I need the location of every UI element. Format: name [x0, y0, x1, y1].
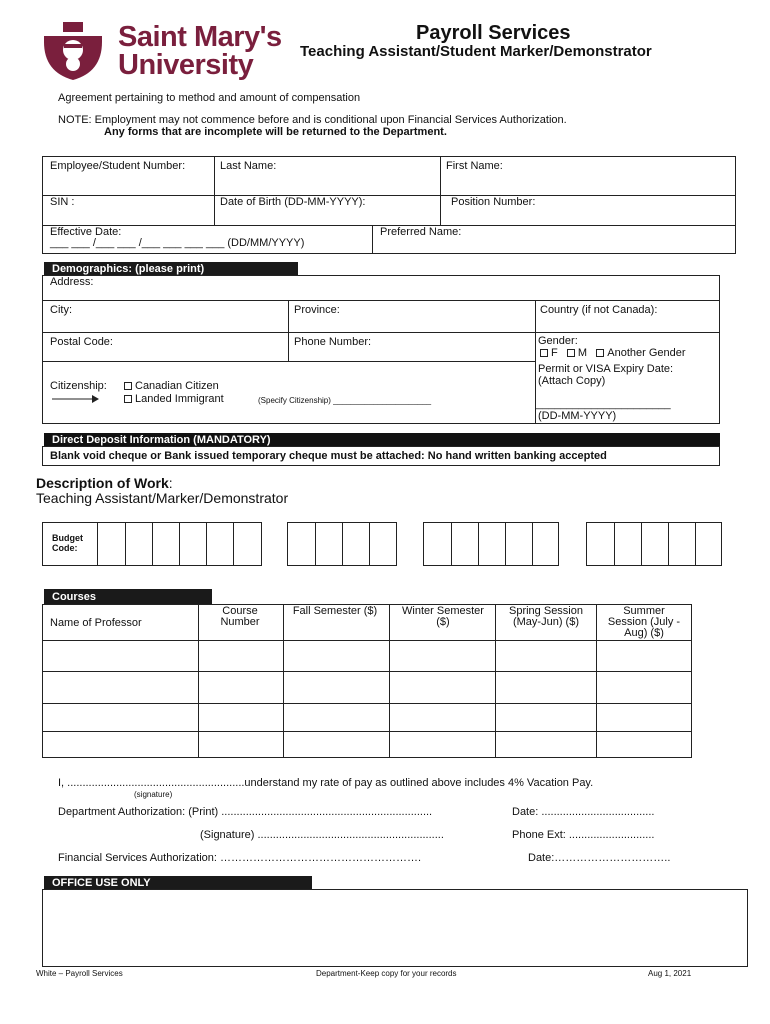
landed-checkbox[interactable]	[124, 395, 132, 403]
effective-date-format: ___ ___ /___ ___ /___ ___ ___ ___ (DD/MM/YYYY)	[50, 237, 305, 249]
work-description: Teaching Assistant/Marker/Demonstrator	[36, 490, 289, 506]
country-field[interactable]: Country (if not Canada):	[540, 304, 658, 316]
date-line-2[interactable]: Date:…………………………..	[528, 852, 671, 864]
footer-right: Aug 1, 2021	[648, 969, 692, 978]
office-header: OFFICE USE ONLY	[44, 876, 312, 889]
page-subtitle: Teaching Assistant/Student Marker/Demonstrator	[300, 43, 652, 60]
col-spring: Spring Session (May-Jun) ($)	[509, 605, 583, 628]
effective-date-field[interactable]: Effective Date:	[50, 226, 122, 238]
sin-field[interactable]: SIN :	[50, 196, 75, 208]
dept-auth-line[interactable]: Department Authorization: (Print) .....................................................................	[58, 806, 433, 818]
courses-header: Courses	[44, 589, 212, 604]
citizenship-label: Citizenship:	[50, 380, 107, 392]
permit-format: (DD-MM-YYYY)	[538, 410, 617, 422]
budget-code-group2[interactable]	[287, 522, 397, 566]
student-number-field[interactable]: Employee/Student Number:	[50, 160, 186, 172]
permit-label: Permit or VISA Expiry Date:	[538, 363, 674, 375]
col-summer: Summer Session (July -Aug) ($)	[607, 605, 681, 639]
logo-line2: University	[118, 49, 254, 81]
gender-f-checkbox[interactable]	[540, 349, 548, 357]
budget-label-line1: Budget	[52, 533, 83, 543]
university-logo	[42, 20, 292, 82]
col-fall: Fall Semester ($)	[292, 605, 378, 617]
arrow-right-icon	[52, 394, 100, 404]
permit-attach: (Attach Copy)	[538, 375, 606, 387]
first-name-field[interactable]: First Name:	[446, 160, 503, 172]
gender-other-checkbox[interactable]	[596, 349, 604, 357]
acknowledge-line[interactable]: I, ..........................................................understand my rate of pay as outlined above includes 4% Vacation Pay.	[58, 777, 594, 789]
footer-left: White – Payroll Services	[36, 969, 123, 978]
gender-m-checkbox[interactable]	[567, 349, 575, 357]
budget-code-group1[interactable]	[42, 522, 262, 566]
dob-field[interactable]: Date of Birth (DD-MM-YYYY):	[220, 196, 366, 208]
address-field[interactable]: Address:	[50, 276, 94, 288]
gender-options: F M Another Gender	[540, 347, 686, 359]
col-winter: Winter Semester ($)	[402, 605, 484, 628]
page-title: Payroll Services	[416, 22, 571, 44]
budget-code-group4[interactable]	[586, 522, 722, 566]
city-field[interactable]: City:	[50, 304, 72, 316]
province-field[interactable]: Province:	[294, 304, 340, 316]
postal-code-field[interactable]: Postal Code:	[50, 336, 113, 348]
budget-label-line2: Code:	[52, 543, 78, 553]
fin-auth-line[interactable]: Financial Services Authorization: ……………………………………………….	[58, 852, 422, 864]
last-name-field[interactable]: Last Name:	[220, 160, 277, 172]
demographics-header: Demographics: (please print)	[44, 262, 298, 275]
preferred-name-field[interactable]: Preferred Name:	[380, 226, 462, 238]
canadian-checkbox[interactable]	[124, 382, 132, 390]
specify-citizenship[interactable]: (Specify Citizenship) ______________________	[258, 396, 432, 405]
logo-line1: Saint Mary's	[118, 21, 282, 53]
budget-code-group3[interactable]	[423, 522, 559, 566]
signature-hint: (signature)	[134, 790, 173, 799]
dept-signature-line[interactable]: (Signature) .............................................................	[200, 829, 444, 841]
deposit-header: Direct Deposit Information (MANDATORY)	[44, 433, 720, 446]
agreement-text: Agreement pertaining to method and amount of compensation	[58, 92, 361, 104]
note-text: NOTE: Employment may not commence before and is conditional upon Financial Services Authorization.	[58, 114, 567, 126]
position-number-field[interactable]: Position Number:	[451, 196, 536, 208]
crest-icon	[42, 20, 104, 82]
permit-line[interactable]: ______________________	[536, 398, 671, 410]
date-line-1[interactable]: Date: .....................................	[512, 806, 655, 818]
deposit-text: Blank void cheque or Bank issued temporary cheque must be attached: No hand written banking accepted	[50, 450, 607, 462]
phone-number-field[interactable]: Phone Number:	[294, 336, 372, 348]
work-title: Description of Work:	[36, 475, 173, 491]
gender-label: Gender:	[538, 335, 578, 347]
col-course-number: Course Number	[220, 605, 260, 628]
phone-ext-line[interactable]: Phone Ext: ............................	[512, 829, 655, 841]
citizenship-landed: Landed Immigrant	[124, 393, 224, 405]
citizenship-canadian: Canadian Citizen	[124, 380, 219, 392]
warning-text: Any forms that are incomplete will be returned to the Department.	[104, 126, 447, 138]
office-box[interactable]	[42, 889, 748, 967]
footer-center: Department-Keep copy for your records	[316, 969, 457, 978]
col-professor: Name of Professor	[50, 617, 142, 629]
